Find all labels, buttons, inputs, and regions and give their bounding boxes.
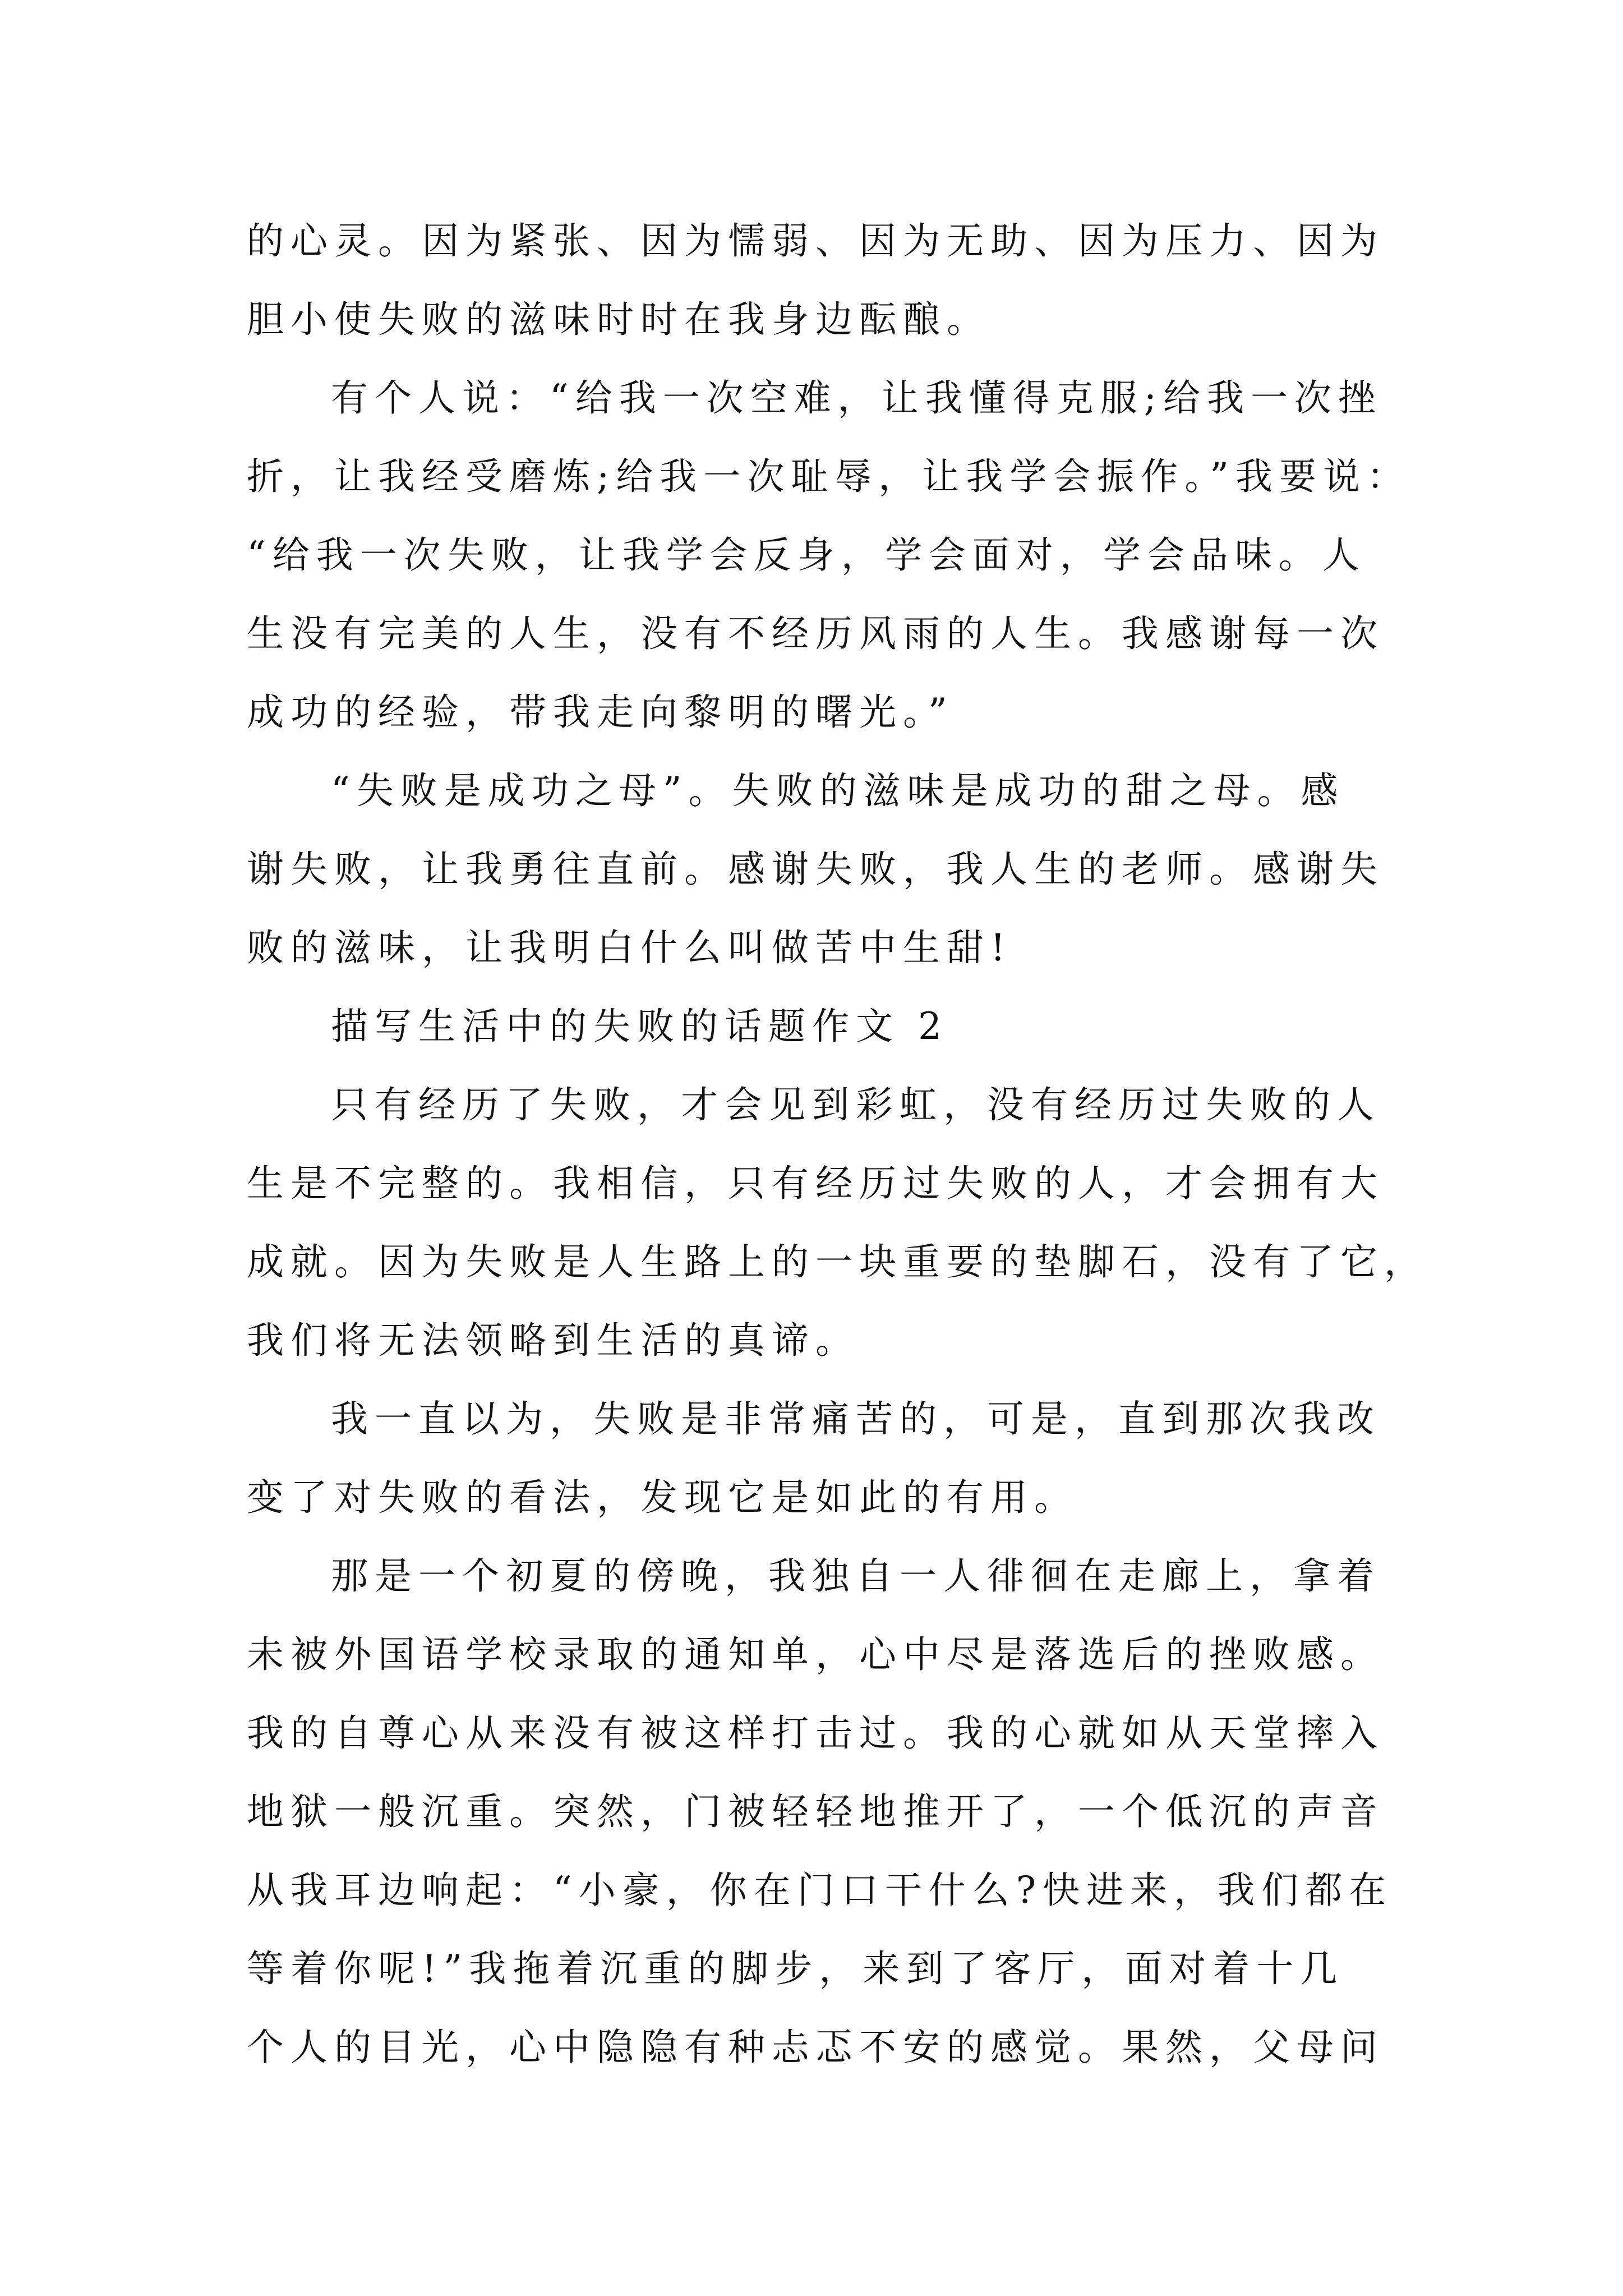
text-line: 生是不完整的。我相信，只有经历过失败的人，才会拥有大 xyxy=(247,1162,1384,1205)
text-line: 我的自尊心从来没有被这样打击过。我的心就如从天堂摔入 xyxy=(247,1711,1384,1755)
text-line: 只有经历了失败，才会见到彩虹，没有经历过失败的人 xyxy=(331,1083,1381,1126)
text-line: 变了对失败的看法，发现它是如此的有用。 xyxy=(247,1476,1078,1519)
text-line: 折，让我经受磨炼;给我一次耻辱，让我学会振作。”我要说： xyxy=(247,455,1410,498)
text-line: 我们将无法领略到生活的真谛。 xyxy=(247,1319,859,1362)
text-line: 个人的目光，心中隐隐有种忐忑不安的感觉。果然，父母问 xyxy=(247,2026,1384,2069)
text-line: 成功的经验，带我走向黎明的曙光。” xyxy=(247,691,954,734)
text-line: 败的滋味，让我明白什么叫做苦中生甜! xyxy=(247,926,1012,969)
text-line: 未被外国语学校录取的通知单，心中尽是落选后的挫败感。 xyxy=(247,1633,1384,1676)
text-line: 成就。因为失败是人生路上的一块重要的垫脚石，没有了它， xyxy=(247,1240,1428,1283)
text-line: 从我耳边响起：“小豪，你在门口干什么?快进来，我们都在 xyxy=(247,1869,1393,1912)
section-heading: 描写生活中的失败的话题作文 2 xyxy=(331,1005,948,1048)
text-line: 胆小使失败的滋味时时在我身边酝酿。 xyxy=(247,298,990,341)
text-line: 地狱一般沉重。突然，门被轻轻地推开了，一个低沉的声音 xyxy=(247,1790,1384,1833)
text-line: 我一直以为，失败是非常痛苦的，可是，直到那次我改 xyxy=(331,1397,1381,1441)
text-line: 有个人说：“给我一次空难，让我懂得克服;给我一次挫 xyxy=(331,376,1382,420)
text-line: “失败是成功之母”。失败的滋味是成功的甜之母。感 xyxy=(331,769,1345,812)
text-line: 等着你呢!”我拖着沉重的脚步，来到了客厅，面对着十几 xyxy=(247,1947,1344,1990)
text-line: 生没有完美的人生，没有不经历风雨的人生。我感谢每一次 xyxy=(247,612,1384,655)
text-line: 谢失败，让我勇往直前。感谢失败，我人生的老师。感谢失 xyxy=(247,848,1384,891)
text-line: 那是一个初夏的傍晚，我独自一人徘徊在走廊上，拿着 xyxy=(331,1554,1381,1598)
text-line: 的心灵。因为紧张、因为懦弱、因为无助、因为压力、因为 xyxy=(247,219,1384,263)
text-line: “给我一次失败，让我学会反身，学会面对，学会品味。人 xyxy=(247,533,1366,577)
